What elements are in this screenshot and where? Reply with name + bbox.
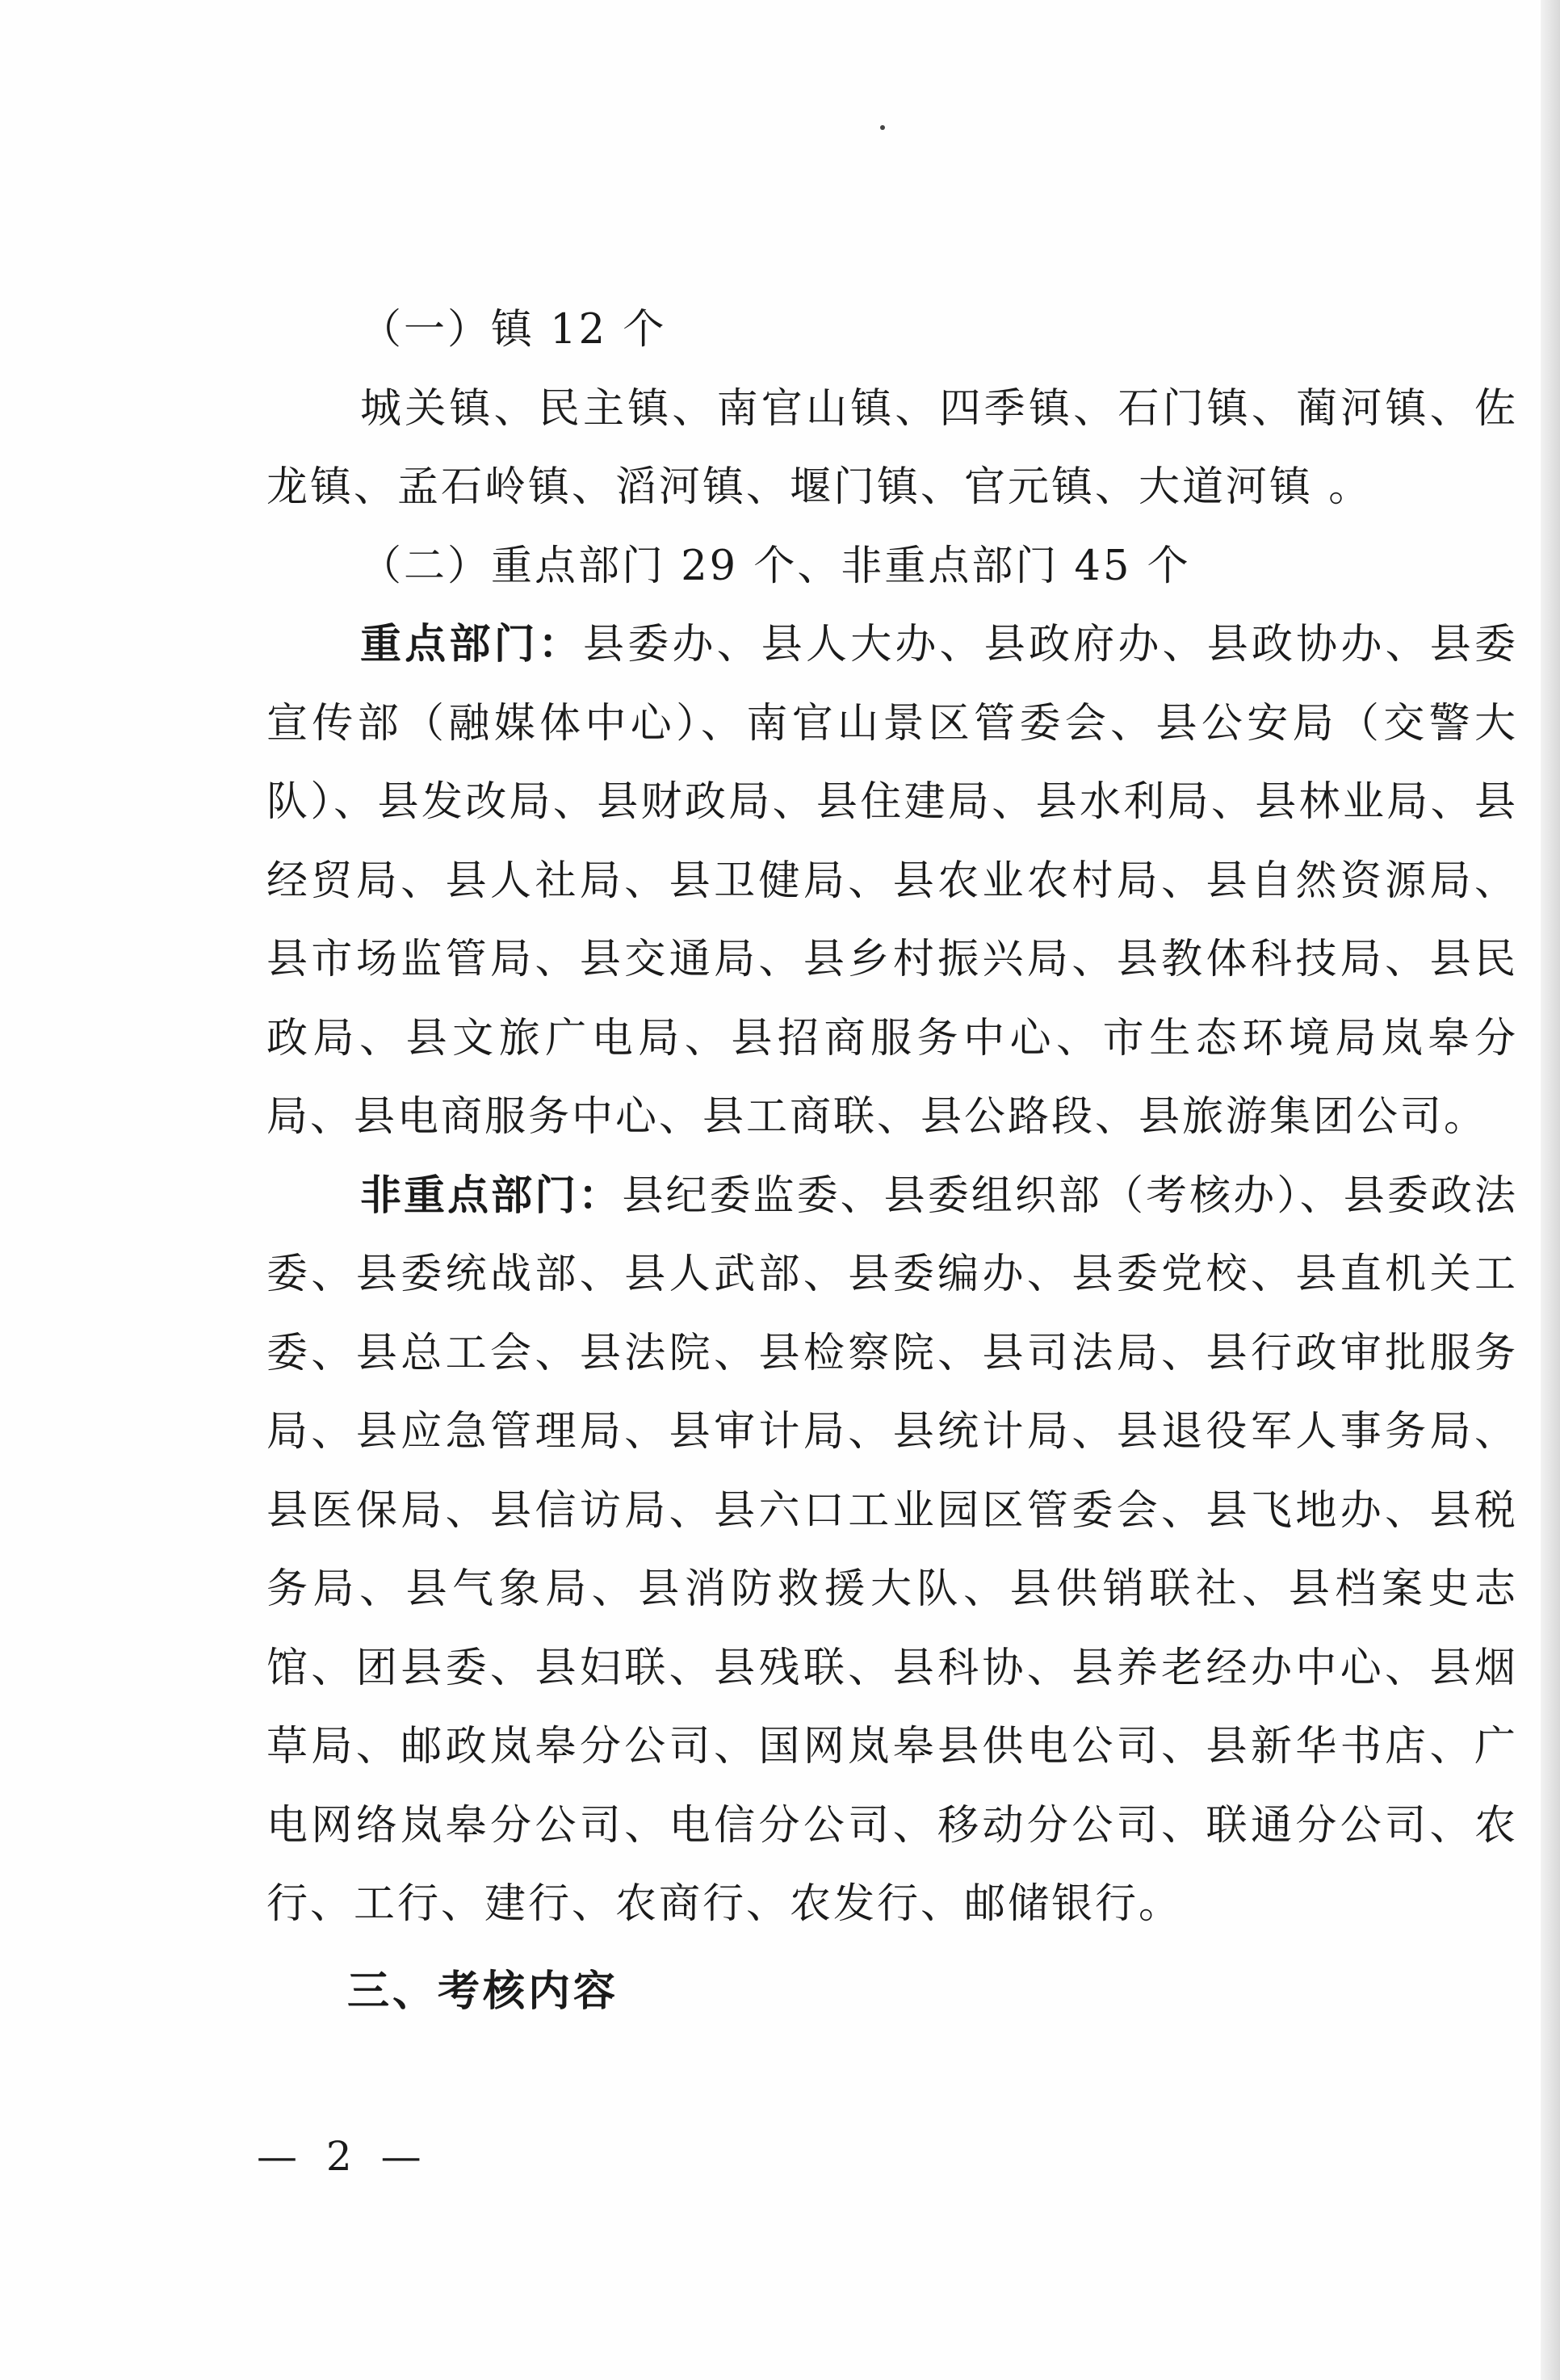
key-departments-list: 县委办、县人大办、县政府办、县政协办、县委宣传部（融媒体中心）、南官山景区管委会、县公安局（交警大队）、县发改局、县财政局、县住建局、县水利局、县林业局、县经贸局、县人社局、县卫健局、县农业农村局、县自然资源局、县市场监管局、县交通局、县乡村振兴局、县教体科技局、县民政局、县文旅广电局、县招商服务中心、市生态环境局岚皋分局、县电商服务中心、县工商联、县公路段、县旅游集团公司。 [266,621,1518,1141]
page-content [266,291,1518,2030]
towns-list: 城关镇、民主镇、南官山镇、四季镇、石门镇、蔺河镇、佐龙镇、孟石岭镇、滔河镇、堰门镇、官元镇、大道河镇 。 [266,384,1518,511]
key-departments-paragraph [266,605,1518,1157]
nonkey-departments-list: 县纪委监委、县委组织部（考核办）、县委政法委、县委统战部、县人武部、县委编办、县委党校、县直机关工委、县总工会、县法院、县检察院、县司法局、县行政审批服务局、县应急管理局、县审计局、县统计局、县退役军人事务局、县医保局、县信访局、县六口工业园区管委会、县飞地办、县税务局、县气象局、县消防救援大队、县供销联社、县档案史志馆、团县委、县妇联、县残联、县科协、县养老经办中心、县烟草局、邮政岚皋分公司、国网岚皋县供电公司、县新华书店、广电网络岚皋分公司、电信分公司、移动分公司、联通分公司、农行、工行、建行、农商行、农发行、邮储银行。 [266,1171,1518,1928]
scan-speck [880,125,885,130]
page-edge-shadow [1541,0,1560,2380]
towns-heading: （一）镇 12 个 [360,306,667,354]
nonkey-departments-label: 非重点部门： [360,1171,623,1220]
departments-heading: （二）重点部门 29 个、非重点部门 45 个 [360,542,1191,590]
nonkey-departments-paragraph [266,1157,1518,1944]
key-departments-label: 重点部门： [360,620,583,668]
section-three-title: 三、考核内容 [347,1966,619,2016]
page-number: — 2 — [257,2133,430,2180]
